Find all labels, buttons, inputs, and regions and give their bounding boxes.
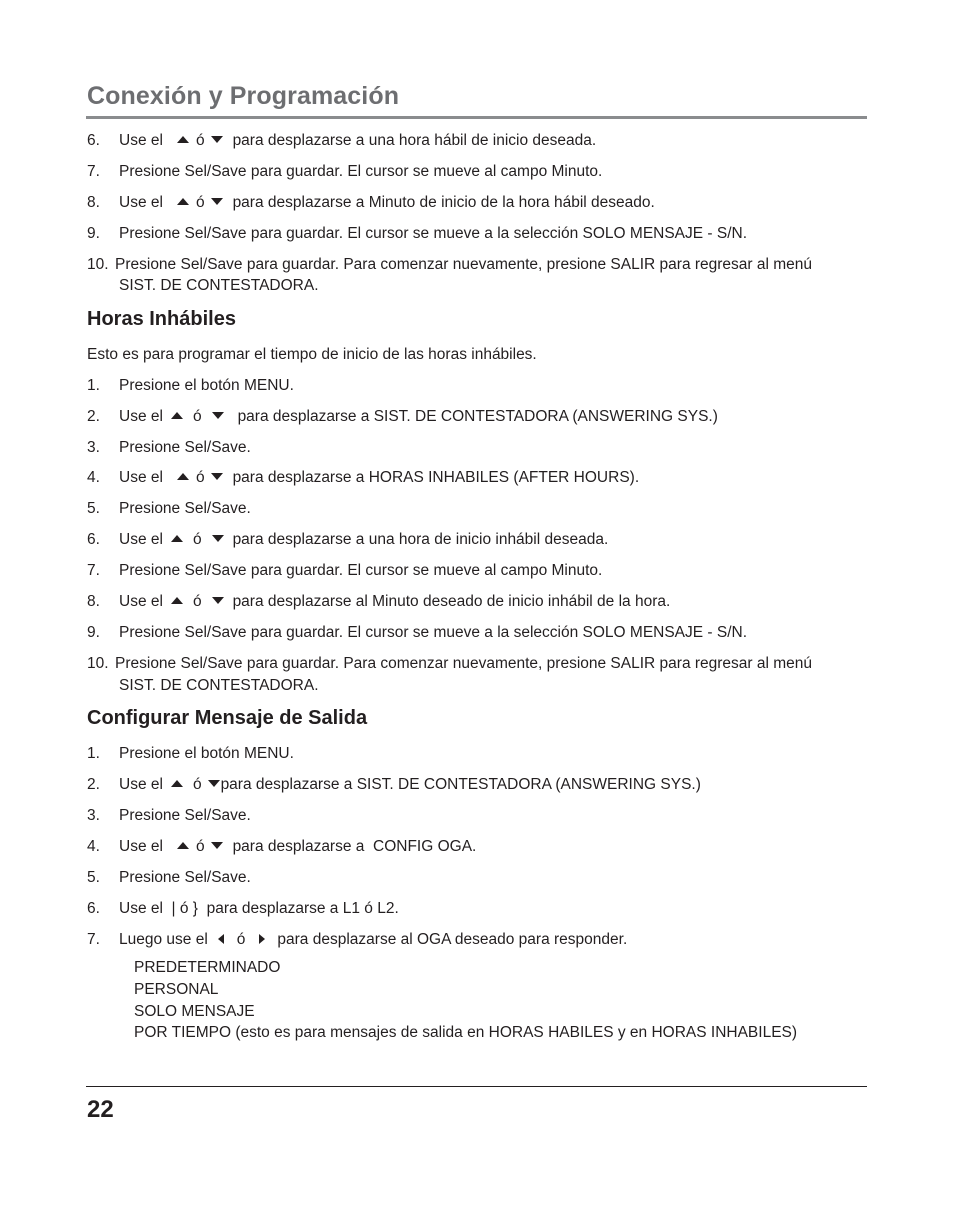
section-intro: Esto es para programar el tiempo de inicio de las horas inhábiles. <box>87 346 537 363</box>
up-arrow-icon <box>177 136 189 143</box>
item-number: 9. <box>87 624 100 641</box>
item-number: 9. <box>87 225 100 242</box>
item-number: 8. <box>87 593 100 610</box>
footer-divider <box>86 1086 867 1087</box>
item-number: 7. <box>87 931 100 948</box>
up-arrow-icon <box>177 198 189 205</box>
item-number: 6. <box>87 531 100 548</box>
up-arrow-icon <box>171 597 183 604</box>
right-arrow-icon <box>259 934 265 944</box>
item-number: 5. <box>87 500 100 517</box>
title-divider <box>86 116 867 119</box>
item-number: 4. <box>87 469 100 486</box>
item-number: 5. <box>87 869 100 886</box>
up-arrow-icon <box>177 473 189 480</box>
item-number: 2. <box>87 776 100 793</box>
item-number: 4. <box>87 838 100 855</box>
item-number: 3. <box>87 439 100 456</box>
item-number: 3. <box>87 807 100 824</box>
item-number: 10. <box>87 655 109 672</box>
down-arrow-icon <box>208 780 220 787</box>
item-number: 1. <box>87 745 100 762</box>
up-arrow-icon <box>171 535 183 542</box>
up-arrow-icon <box>171 780 183 787</box>
down-arrow-icon <box>212 535 224 542</box>
item-number: 7. <box>87 562 100 579</box>
oga-option: PERSONAL <box>134 981 219 998</box>
section-heading-configurar-mensaje: Configurar Mensaje de Salida <box>87 707 368 729</box>
item-number: 6. <box>87 132 100 149</box>
page-number: 22 <box>87 1096 114 1123</box>
down-arrow-icon <box>212 597 224 604</box>
section-heading-horas-inhabiles: Horas Inhábiles <box>87 308 236 330</box>
down-arrow-icon <box>211 198 223 205</box>
item-number: 8. <box>87 194 100 211</box>
item-number: 6. <box>87 900 100 917</box>
left-arrow-icon <box>218 934 224 944</box>
down-arrow-icon <box>211 136 223 143</box>
item-number: 10. <box>87 256 109 273</box>
up-arrow-icon <box>171 412 183 419</box>
item-number: 1. <box>87 377 100 394</box>
oga-option: POR TIEMPO (esto es para mensajes de salida en HORAS HABILES y en HORAS INHABILES) <box>134 1024 798 1041</box>
oga-option: SOLO MENSAJE <box>134 1003 255 1020</box>
page-title: Conexión y Programación <box>87 82 400 110</box>
down-arrow-icon <box>211 842 223 849</box>
oga-option: PREDETERMINADO <box>134 959 281 976</box>
item-number: 7. <box>87 163 100 180</box>
down-arrow-icon <box>212 412 224 419</box>
up-arrow-icon <box>177 842 189 849</box>
down-arrow-icon <box>211 473 223 480</box>
item-number: 2. <box>87 408 100 425</box>
